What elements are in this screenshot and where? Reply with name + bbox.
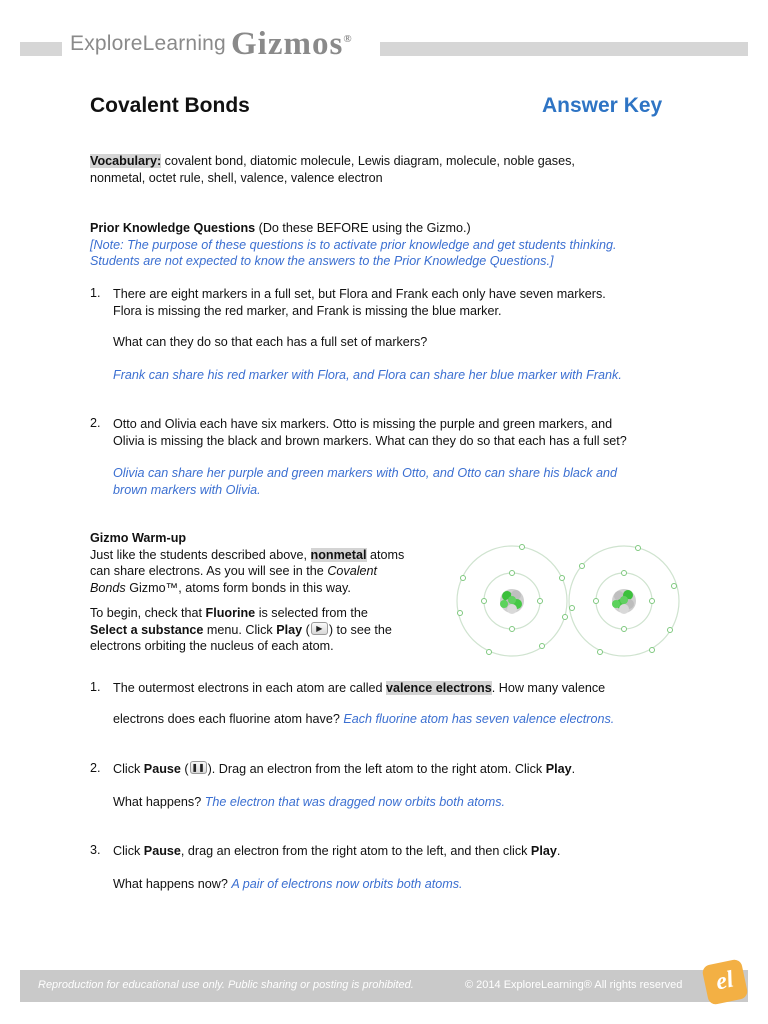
nonmetal-term: nonmetal xyxy=(310,547,367,562)
warmup-q3-answer: A pair of electrons now orbits both atoms. xyxy=(231,877,463,891)
vocabulary: Vocabulary: covalent bond, diatomic molecule, Lewis diagram, molecule, noble gases, nonmetal, octet rule, shell, valence, valence electron xyxy=(90,154,575,185)
warmup-q2-answer: The electron that was dragged now orbits both atoms. xyxy=(204,795,506,809)
warmup-section: Gizmo Warm-up Just like the students described above, nonmetal atoms can share electrons. As you will see in the Covalent Bonds Gizmo™, atoms form bonds in this way. To begin, check that Fluorine is selected from the Select a substance menu. Click Play ( ▶ ) to see the electrons orbiting the nucleus of each atom. xyxy=(90,531,405,653)
prior-knowledge-section: Prior Knowledge Questions (Do these BEFORE using the Gizmo.) [Note: The purpose of these questions is to activate prior knowledge and get students thinking. Students are not expected to know the answers to the Prior Knowledge Questions.] xyxy=(90,221,617,268)
warmup-q1-question: electrons does each fluorine atom have? Each fluorine atom has seven valence electrons. xyxy=(113,712,615,726)
warmup-q1-number: 1. xyxy=(90,680,101,694)
prior-q1-number: 1. xyxy=(90,286,101,300)
warmup-heading: Gizmo Warm-up xyxy=(90,531,187,545)
footer-disclaimer: Reproduction for educational use only. Public sharing or posting is prohibited. xyxy=(38,979,414,991)
footer-copyright: © 2014 ExploreLearning® All rights reserved xyxy=(465,979,683,991)
warmup-q3-question: What happens now? A pair of electrons now orbits both atoms. xyxy=(113,877,463,891)
warmup-q3-number: 3. xyxy=(90,843,101,857)
page-title: Covalent Bonds xyxy=(90,94,250,117)
brand-logo: ExploreLearning xyxy=(70,32,226,55)
prior-note: [Note: The purpose of these questions is to activate prior knowledge and get students thinking. xyxy=(90,237,617,252)
answer-key-label: Answer Key xyxy=(542,94,663,117)
warmup-q1-text: The outermost electrons in each atom are called valence electrons. How many valence xyxy=(113,681,606,695)
prior-q1-answer: Frank can share his red marker with Flora, and Flora can share her blue marker with Frank. xyxy=(113,368,622,382)
prior-q2-number: 2. xyxy=(90,416,101,430)
warmup-q2-text: Click Pause ( ❚❚ ). Drag an electron from the left atom to the right atom. Click Play. xyxy=(113,762,576,776)
select-substance-menu-ref: Select a substance xyxy=(90,622,204,637)
warmup-q1-answer: Each fluorine atom has seven valence electrons. xyxy=(343,712,615,726)
prior-q2-answer: Olivia can share her purple and green markers with Otto, and Otto can share his black and brown markers with Olivia. xyxy=(113,466,618,497)
vocabulary-label: Vocabulary: xyxy=(90,154,162,168)
warmup-q2-question: What happens? The electron that was dragged now orbits both atoms. xyxy=(113,795,506,809)
pause-icon: ❚❚ xyxy=(191,763,205,772)
right-atom xyxy=(569,546,679,657)
header-bar-right xyxy=(380,42,748,56)
left-atom xyxy=(457,545,568,657)
atoms-figure xyxy=(452,538,682,668)
header-bar-left xyxy=(20,42,62,56)
prior-q1-text: There are eight markers in a full set, but Flora and Frank each only have seven markers. Flora is missing the red marker, and Frank is missing the blue marker. xyxy=(113,287,606,318)
warmup-q2-number: 2. xyxy=(90,761,101,775)
brand-gizmos: Gizmos® xyxy=(231,26,353,62)
prior-heading: Prior Knowledge Questions xyxy=(90,221,256,235)
prior-q2-text: Otto and Olivia each have six markers. Otto is missing the purple and green markers, and Olivia is missing the black and brown markers. What can they do so that each has a full set? xyxy=(113,417,627,448)
valence-electrons-term: valence electrons xyxy=(386,681,492,695)
prior-q1-question: What can they do so that each has a full set of markers? xyxy=(113,335,428,349)
warmup-q3-text: Click Pause, drag an electron from the right atom to the left, and then click Play. xyxy=(113,844,561,858)
explorelearning-logo-icon: el xyxy=(701,958,748,1005)
play-icon: ▶ xyxy=(311,622,328,635)
